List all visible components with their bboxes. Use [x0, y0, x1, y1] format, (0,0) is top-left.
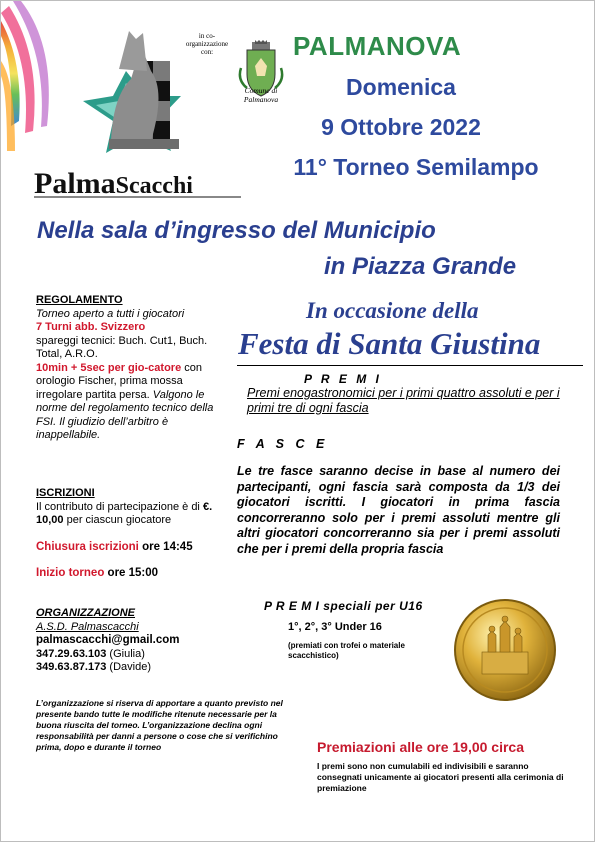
u16-note: (premiati con trofei o materiale scacchistico) [288, 641, 405, 660]
disclaimer: L’organizzazione si riserva di apportare a quanto previsto nel presente bando tutte le modifiche ritenute necessarie per la buona riuscita del torneo. L’organizzazione declina ogni responsabilità per danni a persone o cose che si verifichino prima, dopo e durante il torneo [36, 698, 283, 752]
iscrizioni-section [36, 487, 231, 528]
fasce-title: F A S C E [237, 437, 329, 451]
event-day: Domenica [346, 74, 456, 100]
logo-text-2: Scacchi [115, 173, 193, 199]
festa-line-1: In occasione della [306, 298, 479, 323]
inizio-label: Inizio torneo [36, 567, 105, 579]
svg-text:PalmaScacchi [34, 167, 193, 200]
regolamento-clock: con orologio Fischer, prima mossa irregolare partita persa. [36, 361, 202, 401]
inizio-line [36, 567, 231, 581]
regolamento-open: Torneo aperto a tutti i giocatori [36, 307, 185, 320]
regolamento-tiebreak: spareggi tecnici: Buch. Cut1, Buch. Total, A.R.O. [36, 334, 208, 360]
co-organization-label: in co-organizzazione con: [185, 32, 229, 56]
regolamento-section [36, 294, 231, 443]
organizzazione-phone-2-name: (Davide) [106, 661, 151, 673]
fasce-text: Le tre fasce saranno decise in base al numero dei partecipanti, ogni fascia sarà composta da 1/3 dei giocatori iscritti. I giocatori in prima fascia concorreranno solo per i premi assoluti mentre gli altri giocatori concorreranno sia per i premi assoluti che per i premi della propria fascia [237, 464, 560, 556]
regolamento-title: REGOLAMENTO [36, 294, 123, 306]
iscrizioni-title: ISCRIZIONI [36, 487, 95, 499]
chess-medal-image [452, 597, 558, 703]
iscrizioni-fee-suffix: per ciascun giocatore [63, 514, 172, 526]
u16-title: P R E M I speciali per U16 [264, 599, 423, 613]
premi-text: Premi enogastronomici per i primi quattro assoluti e per i primi tre di ogni fascia [247, 386, 560, 415]
event-date: 9 Ottobre 2022 [321, 114, 481, 140]
inizio-time: ore 15:00 [104, 567, 159, 579]
organizzazione-phone-1[interactable]: 347.29.63.103 [36, 647, 107, 660]
city-title: PALMANOVA [293, 31, 462, 61]
logo-text-1: Palma [34, 167, 116, 200]
regolamento-time: 10min + 5sec per gio-catore [36, 361, 182, 374]
divider [237, 365, 583, 366]
venue-line-1: Nella sala d’ingresso del Municipio [37, 217, 436, 244]
premiazioni-title: Premiazioni alle ore 19,00 circa [317, 739, 525, 755]
organizzazione-phone-1-name: (Giulia) [106, 647, 145, 660]
premi-title: P R E M I [304, 372, 382, 386]
u16-text: 1°, 2°, 3° Under 16 [288, 621, 382, 633]
chiusura-label: Chiusura iscrizioni [36, 541, 139, 553]
iscrizioni-fee: €. 10,00 [36, 500, 213, 526]
festa-line-2: Festa di Santa Giustina [238, 326, 541, 361]
chiusura-line [36, 541, 231, 555]
chiusura-time: ore 14:45 [138, 541, 193, 553]
comune-label: Comune di Palmanova [243, 86, 279, 104]
venue-line-2: in Piazza Grande [324, 253, 517, 280]
organizzazione-email[interactable]: palmascacchi@gmail.com [36, 634, 180, 646]
tournament-title: 11° Torneo Semilampo [293, 154, 539, 180]
organizzazione-name: A.S.D. Palmascacchi [36, 620, 139, 633]
organizzazione-title: ORGANIZZAZIONE [36, 607, 135, 619]
organizzazione-phone-2[interactable]: 349.63.87.173 [36, 661, 107, 673]
premiazioni-note: I premi sono non cumulabili ed indivisibili e saranno consegnati unicamente ai giocatori presenti alla cerimonia di premiazione [317, 761, 564, 793]
regolamento-rounds: 7 Turni abb. Svizzero [36, 321, 146, 333]
regolamento-norms: Valgono le norme del regolamento tecnico della FSI. Il giudizio dell’arbitro è inappellabile. [36, 388, 214, 441]
organizzazione-section [36, 607, 246, 675]
iscrizioni-fee-text: Il contributo di partecipazione è di [36, 500, 200, 513]
